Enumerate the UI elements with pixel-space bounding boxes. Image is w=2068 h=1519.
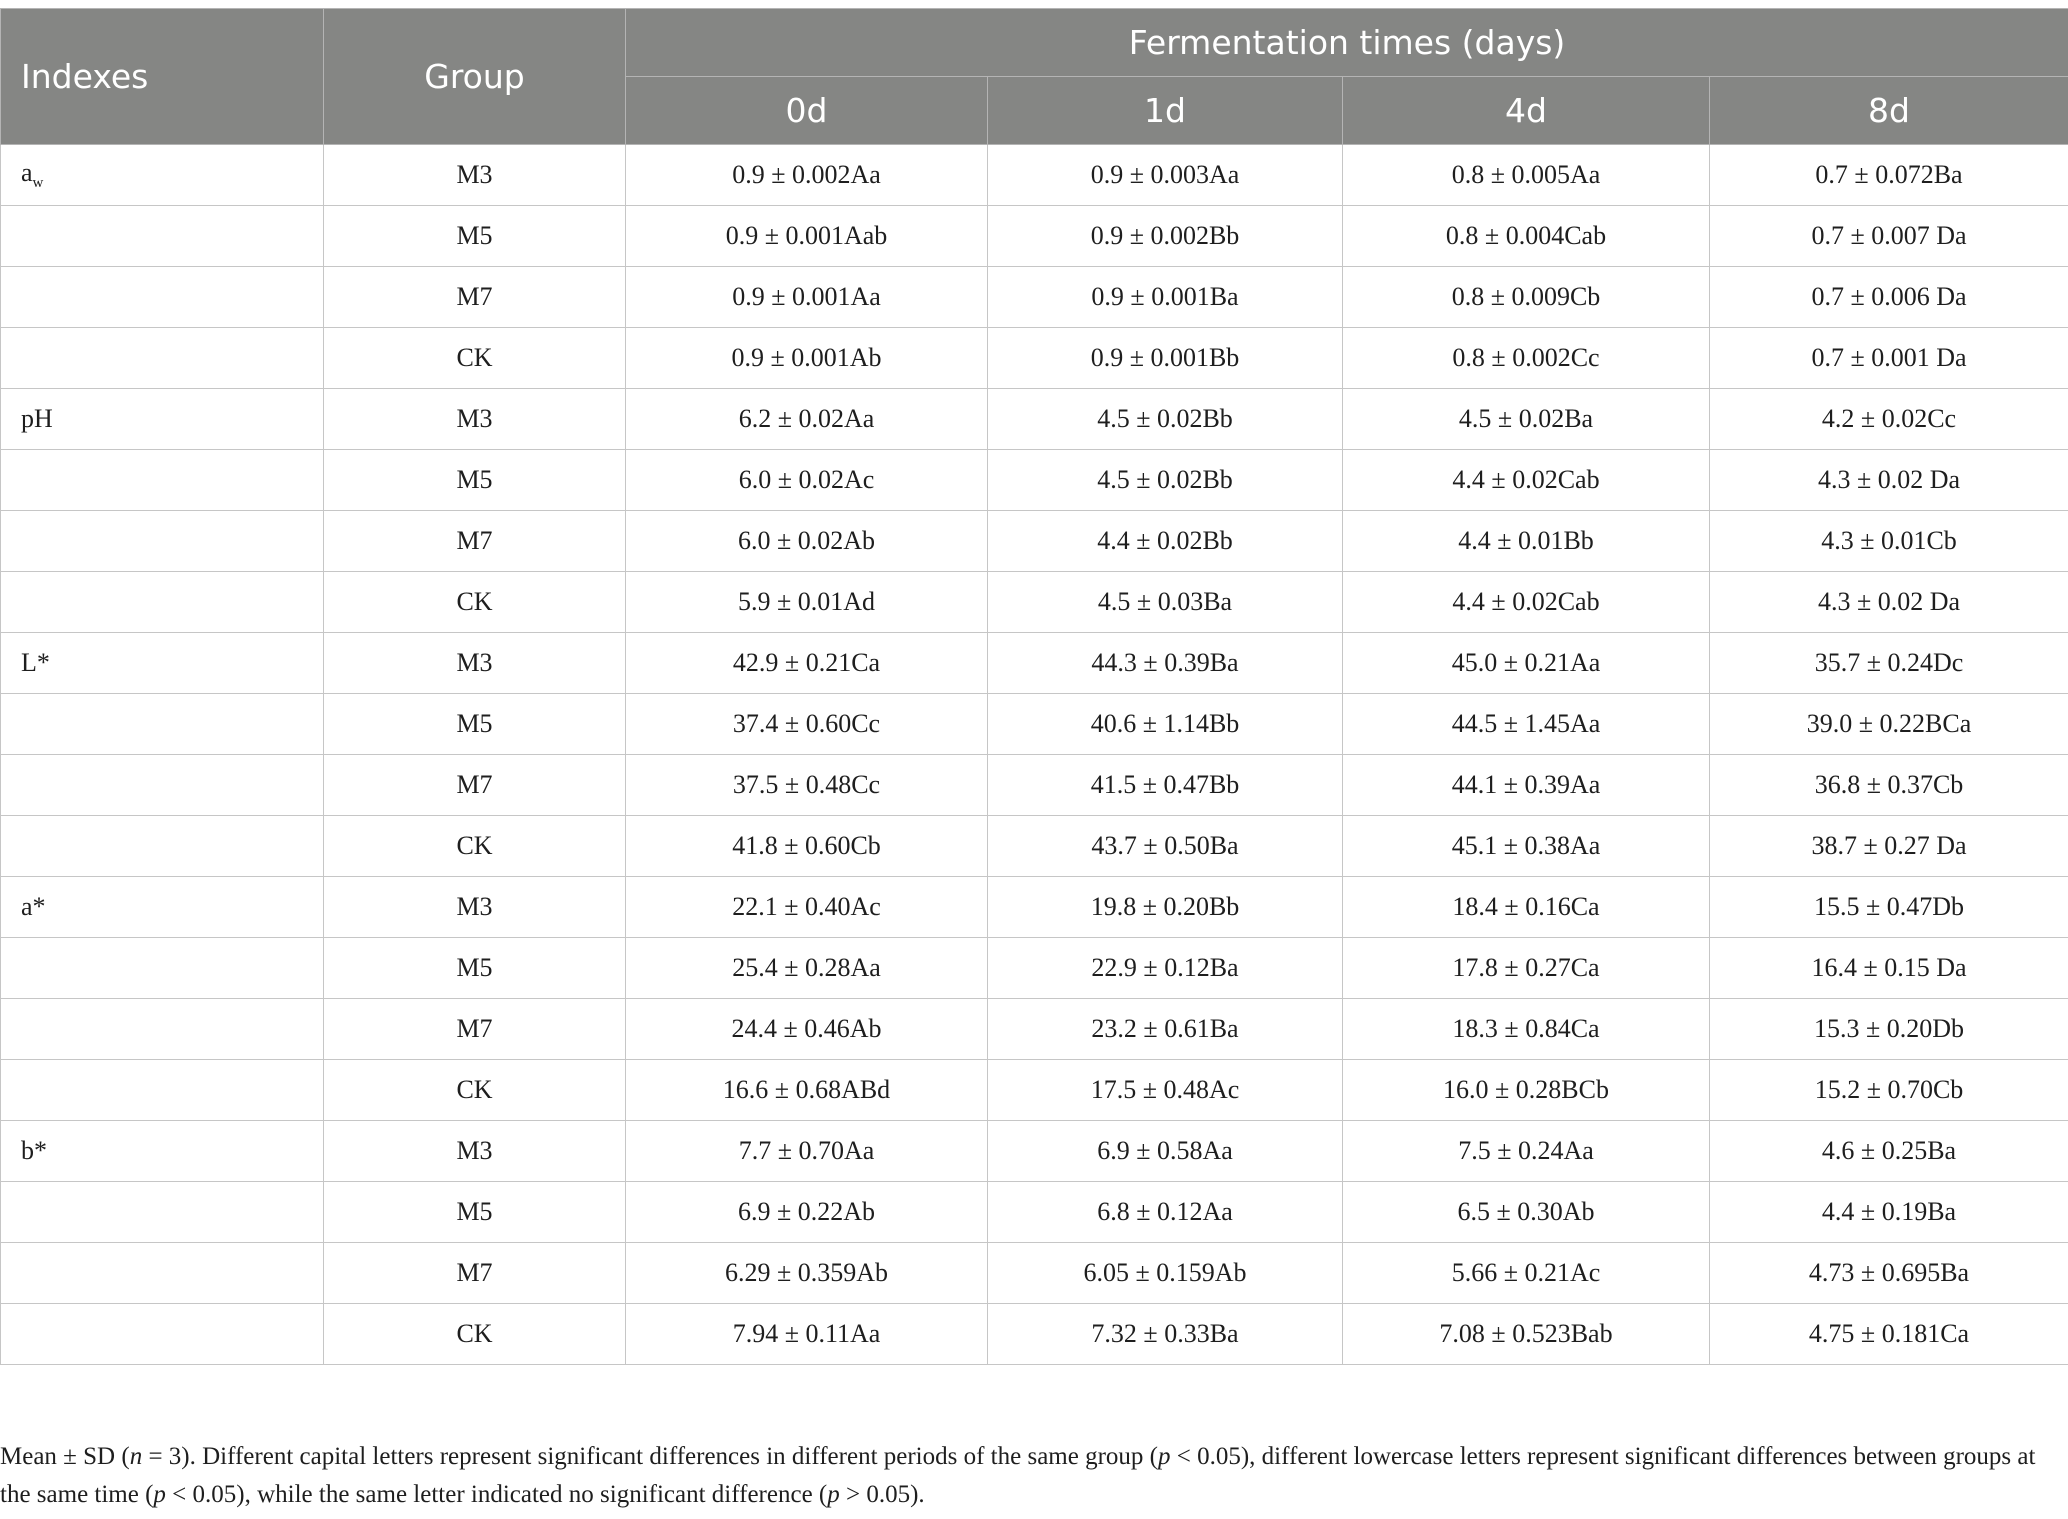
cell-group: M7 [324, 511, 626, 572]
cell-group: CK [324, 1304, 626, 1365]
cell-value-8d: 39.0 ± 0.22BCa [1710, 694, 2068, 755]
table-row [1, 1243, 2068, 1304]
cell-value-4d: 0.8 ± 0.002Cc [1343, 328, 1710, 389]
cell-group: CK [324, 1060, 626, 1121]
cell-group: M3 [324, 1121, 626, 1182]
cell-value-0d: 42.9 ± 0.21Ca [626, 633, 988, 694]
cell-value-8d: 0.7 ± 0.007 Da [1710, 206, 2068, 267]
cell-value-8d: 38.7 ± 0.27 Da [1710, 816, 2068, 877]
cell-value-8d: 4.75 ± 0.181Ca [1710, 1304, 2068, 1365]
footnote-p-symbol: p [827, 1481, 840, 1508]
cell-group: M5 [324, 938, 626, 999]
cell-index [1, 1060, 324, 1121]
header-time-8d: 8d [1710, 77, 2068, 145]
cell-value-0d: 24.4 ± 0.46Ab [626, 999, 988, 1060]
cell-value-1d: 17.5 ± 0.48Ac [988, 1060, 1343, 1121]
cell-group: M5 [324, 694, 626, 755]
cell-group: M3 [324, 633, 626, 694]
cell-value-1d: 19.8 ± 0.20Bb [988, 877, 1343, 938]
cell-value-0d: 0.9 ± 0.001Aa [626, 267, 988, 328]
header-time-4d: 4d [1343, 77, 1710, 145]
table-row [1, 633, 2068, 694]
cell-value-0d: 7.7 ± 0.70Aa [626, 1121, 988, 1182]
table-row [1, 938, 2068, 999]
cell-value-1d: 6.8 ± 0.12Aa [988, 1182, 1343, 1243]
cell-value-4d: 18.4 ± 0.16Ca [1343, 877, 1710, 938]
index-label: L* [21, 648, 50, 677]
footnote-text-2: = 3). Different capital letters represent significant differences in different periods of the same group ( [142, 1443, 1158, 1470]
cell-value-4d: 0.8 ± 0.005Aa [1343, 145, 1710, 206]
cell-value-0d: 0.9 ± 0.001Ab [626, 328, 988, 389]
cell-index [1, 572, 324, 633]
cell-index [1, 389, 324, 450]
cell-index [1, 999, 324, 1060]
table-row [1, 1182, 2068, 1243]
table-row [1, 511, 2068, 572]
header-fermentation-times: Fermentation times (days) [626, 9, 2068, 77]
cell-value-1d: 22.9 ± 0.12Ba [988, 938, 1343, 999]
cell-value-0d: 6.0 ± 0.02Ac [626, 450, 988, 511]
header-group: Group [324, 9, 626, 145]
table-header [1, 9, 2068, 145]
cell-index [1, 206, 324, 267]
cell-index [1, 938, 324, 999]
cell-group: M7 [324, 755, 626, 816]
cell-value-4d: 4.4 ± 0.02Cab [1343, 572, 1710, 633]
cell-value-1d: 0.9 ± 0.001Ba [988, 267, 1343, 328]
cell-group: CK [324, 816, 626, 877]
table-row [1, 816, 2068, 877]
cell-index [1, 1182, 324, 1243]
cell-value-4d: 16.0 ± 0.28BCb [1343, 1060, 1710, 1121]
cell-value-4d: 4.4 ± 0.01Bb [1343, 511, 1710, 572]
footnote-p-symbol: p [1158, 1443, 1171, 1470]
cell-value-0d: 37.5 ± 0.48Cc [626, 755, 988, 816]
cell-group: M3 [324, 145, 626, 206]
cell-value-8d: 0.7 ± 0.072Ba [1710, 145, 2068, 206]
cell-value-8d: 15.2 ± 0.70Cb [1710, 1060, 2068, 1121]
cell-index [1, 1121, 324, 1182]
cell-value-1d: 4.4 ± 0.02Bb [988, 511, 1343, 572]
table-row [1, 267, 2068, 328]
cell-value-0d: 41.8 ± 0.60Cb [626, 816, 988, 877]
cell-value-1d: 4.5 ± 0.02Bb [988, 389, 1343, 450]
cell-index [1, 450, 324, 511]
cell-value-1d: 40.6 ± 1.14Bb [988, 694, 1343, 755]
cell-value-4d: 17.8 ± 0.27Ca [1343, 938, 1710, 999]
cell-value-4d: 4.4 ± 0.02Cab [1343, 450, 1710, 511]
cell-value-4d: 6.5 ± 0.30Ab [1343, 1182, 1710, 1243]
cell-group: M3 [324, 877, 626, 938]
cell-value-8d: 4.6 ± 0.25Ba [1710, 1121, 2068, 1182]
cell-index [1, 145, 324, 206]
cell-value-8d: 4.2 ± 0.02Cc [1710, 389, 2068, 450]
cell-value-1d: 0.9 ± 0.001Bb [988, 328, 1343, 389]
cell-group: CK [324, 328, 626, 389]
cell-value-8d: 4.3 ± 0.01Cb [1710, 511, 2068, 572]
cell-value-8d: 4.4 ± 0.19Ba [1710, 1182, 2068, 1243]
cell-index [1, 633, 324, 694]
index-label: b* [21, 1136, 47, 1165]
cell-index [1, 1243, 324, 1304]
cell-value-1d: 44.3 ± 0.39Ba [988, 633, 1343, 694]
results-table [0, 8, 2068, 1365]
cell-value-1d: 0.9 ± 0.003Aa [988, 145, 1343, 206]
cell-value-4d: 7.5 ± 0.24Aa [1343, 1121, 1710, 1182]
cell-value-4d: 0.8 ± 0.004Cab [1343, 206, 1710, 267]
table-row [1, 694, 2068, 755]
cell-value-1d: 43.7 ± 0.50Ba [988, 816, 1343, 877]
cell-value-0d: 6.0 ± 0.02Ab [626, 511, 988, 572]
cell-index [1, 267, 324, 328]
footnote-n-symbol: n [129, 1443, 143, 1470]
cell-value-1d: 6.9 ± 0.58Aa [988, 1121, 1343, 1182]
cell-index [1, 1304, 324, 1365]
cell-value-8d: 35.7 ± 0.24Dc [1710, 633, 2068, 694]
cell-index [1, 755, 324, 816]
cell-value-8d: 4.3 ± 0.02 Da [1710, 450, 2068, 511]
cell-group: M3 [324, 389, 626, 450]
cell-value-0d: 16.6 ± 0.68ABd [626, 1060, 988, 1121]
cell-value-0d: 25.4 ± 0.28Aa [626, 938, 988, 999]
cell-index [1, 877, 324, 938]
cell-index [1, 694, 324, 755]
cell-group: M7 [324, 999, 626, 1060]
cell-value-8d: 4.3 ± 0.02 Da [1710, 572, 2068, 633]
cell-value-8d: 15.3 ± 0.20Db [1710, 999, 2068, 1060]
index-subscript: w [32, 175, 44, 192]
cell-value-4d: 44.5 ± 1.45Aa [1343, 694, 1710, 755]
table-row [1, 145, 2068, 206]
cell-value-8d: 36.8 ± 0.37Cb [1710, 755, 2068, 816]
cell-index [1, 511, 324, 572]
cell-group: M5 [324, 1182, 626, 1243]
cell-group: CK [324, 572, 626, 633]
cell-value-1d: 23.2 ± 0.61Ba [988, 999, 1343, 1060]
table-row [1, 1121, 2068, 1182]
cell-value-8d: 16.4 ± 0.15 Da [1710, 938, 2068, 999]
table-row [1, 328, 2068, 389]
table-row [1, 450, 2068, 511]
cell-value-1d: 6.05 ± 0.159Ab [988, 1243, 1343, 1304]
cell-value-0d: 6.9 ± 0.22Ab [626, 1182, 988, 1243]
cell-value-4d: 44.1 ± 0.39Aa [1343, 755, 1710, 816]
table-row [1, 999, 2068, 1060]
cell-value-0d: 0.9 ± 0.001Aab [626, 206, 988, 267]
cell-value-4d: 5.66 ± 0.21Ac [1343, 1243, 1710, 1304]
cell-value-8d: 0.7 ± 0.001 Da [1710, 328, 2068, 389]
cell-value-0d: 22.1 ± 0.40Ac [626, 877, 988, 938]
cell-value-1d: 41.5 ± 0.47Bb [988, 755, 1343, 816]
header-time-1d: 1d [988, 77, 1343, 145]
cell-value-8d: 15.5 ± 0.47Db [1710, 877, 2068, 938]
cell-value-1d: 7.32 ± 0.33Ba [988, 1304, 1343, 1365]
cell-value-4d: 7.08 ± 0.523Bab [1343, 1304, 1710, 1365]
table-footnote [0, 1438, 2068, 1514]
cell-group: M5 [324, 206, 626, 267]
table-row [1, 1304, 2068, 1365]
table-row [1, 1060, 2068, 1121]
footnote-text-1: Mean ± SD ( [0, 1443, 130, 1470]
cell-value-1d: 4.5 ± 0.02Bb [988, 450, 1343, 511]
cell-value-8d: 4.73 ± 0.695Ba [1710, 1243, 2068, 1304]
index-label: pH [21, 404, 53, 433]
cell-value-0d: 6.2 ± 0.02Aa [626, 389, 988, 450]
index-label: a [21, 157, 33, 187]
cell-value-1d: 4.5 ± 0.03Ba [988, 572, 1343, 633]
cell-group: M5 [324, 450, 626, 511]
cell-value-4d: 45.1 ± 0.38Aa [1343, 816, 1710, 877]
cell-value-0d: 0.9 ± 0.002Aa [626, 145, 988, 206]
index-label: a* [21, 892, 46, 921]
table-row [1, 206, 2068, 267]
table-row [1, 877, 2068, 938]
cell-value-0d: 37.4 ± 0.60Cc [626, 694, 988, 755]
footnote-text-3: < 0.05), different lowercase letters represent significant differences between groups at the same time ( [0, 1443, 2036, 1508]
footnote-text-4: < 0.05), while the same letter indicated no significant difference ( [165, 1481, 828, 1508]
cell-index [1, 328, 324, 389]
footnote-text-5: > 0.05). [839, 1481, 925, 1508]
cell-value-0d: 6.29 ± 0.359Ab [626, 1243, 988, 1304]
header-time-0d: 0d [626, 77, 988, 145]
cell-value-1d: 0.9 ± 0.002Bb [988, 206, 1343, 267]
table-row [1, 389, 2068, 450]
cell-value-4d: 18.3 ± 0.84Ca [1343, 999, 1710, 1060]
cell-group: M7 [324, 267, 626, 328]
cell-index [1, 816, 324, 877]
cell-value-4d: 0.8 ± 0.009Cb [1343, 267, 1710, 328]
footnote-p-symbol: p [153, 1481, 166, 1508]
table-body [1, 145, 2068, 1365]
cell-value-4d: 45.0 ± 0.21Aa [1343, 633, 1710, 694]
cell-value-0d: 5.9 ± 0.01Ad [626, 572, 988, 633]
table-row [1, 755, 2068, 816]
header-indexes: Indexes [1, 9, 324, 145]
cell-value-0d: 7.94 ± 0.11Aa [626, 1304, 988, 1365]
cell-group: M7 [324, 1243, 626, 1304]
table-row [1, 572, 2068, 633]
cell-value-8d: 0.7 ± 0.006 Da [1710, 267, 2068, 328]
cell-value-4d: 4.5 ± 0.02Ba [1343, 389, 1710, 450]
